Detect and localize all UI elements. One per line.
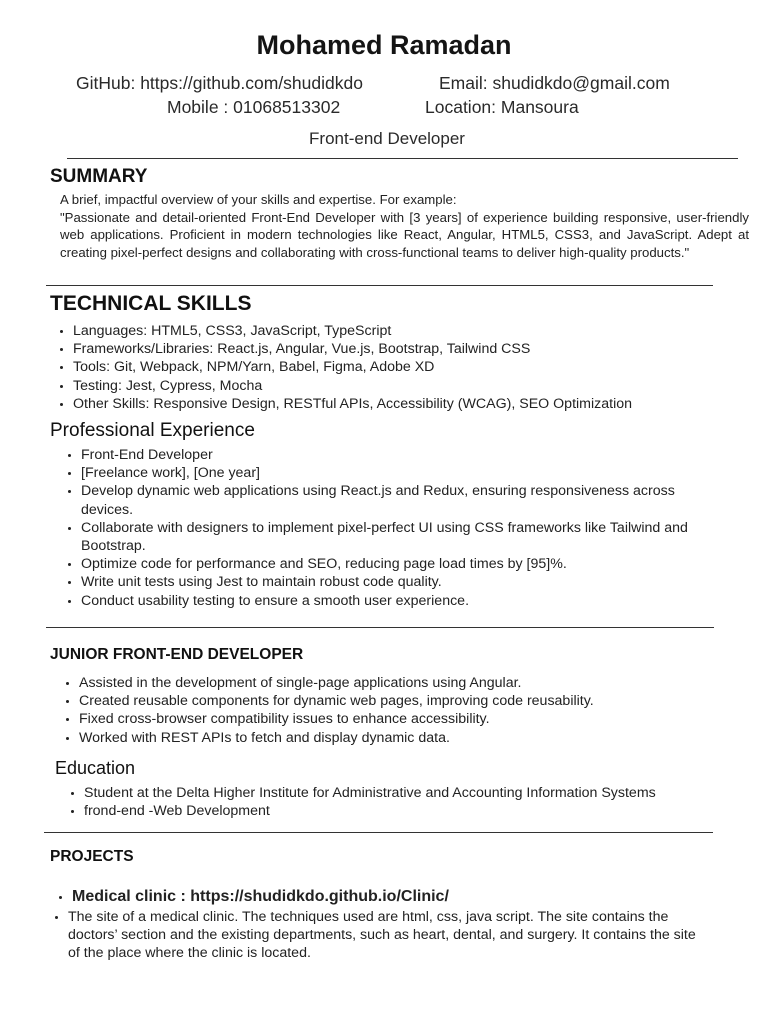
experience-item: • Write unit tests using Jest to maintain robust code quality. [81, 573, 691, 591]
junior-list [61, 674, 759, 747]
header-divider [67, 158, 738, 159]
project-title[interactable]: • Medical clinic : https://shudidkdo.github.io/Clinic/ [72, 887, 712, 907]
summary-text [60, 191, 749, 261]
experience-item: • Front-End Developer [81, 446, 691, 464]
skill-item: • Frameworks/Libraries: React.js, Angular, Vue.js, Bootstrap, Tailwind CSS [73, 340, 753, 358]
skill-item: • Testing: Jest, Cypress, Mocha [73, 377, 753, 395]
project-description-list [50, 908, 708, 963]
education-list [66, 784, 768, 820]
experience-list [63, 446, 691, 610]
junior-item: • Created reusable components for dynamic web pages, improving code reusability. [79, 692, 759, 710]
skill-item: • Other Skills: Responsive Design, RESTful APIs, Accessibility (WCAG), SEO Optimization [73, 395, 753, 413]
project-title-list [54, 887, 712, 907]
experience-heading: Professional Experience [50, 420, 255, 441]
junior-heading: JUNIOR FRONT-END DEVELOPER [50, 646, 304, 663]
location: Location: Mansoura [425, 97, 579, 117]
skill-item: • Languages: HTML5, CSS3, JavaScript, TypeScript [73, 322, 753, 340]
summary-divider [46, 285, 713, 286]
education-divider [44, 832, 713, 833]
education-item: • frond-end -Web Development [84, 802, 768, 820]
summary-intro: A brief, impactful overview of your skills and expertise. For example: [60, 192, 457, 207]
junior-item: • Assisted in the development of single-page applications using Angular. [79, 674, 759, 692]
project-description: • The site of a medical clinic. The techniques used are html, css, java script. The site contains the doctors’ section and the existing departments, such as heart, dental, and surgery. It contains the site of the place where the clinic is located. [68, 908, 708, 963]
experience-item: • Optimize code for performance and SEO, reducing page load times by [95]%. [81, 555, 691, 573]
experience-item: • Conduct usability testing to ensure a smooth user experience. [81, 592, 691, 610]
email-link[interactable]: Email: shudidkdo@gmail.com [439, 73, 670, 93]
skills-list [55, 322, 753, 413]
mobile-number: Mobile : 01068513302 [167, 97, 341, 117]
experience-item: • [Freelance work], [One year] [81, 464, 691, 482]
github-link[interactable]: GitHub: https://github.com/shudidkdo [76, 73, 363, 93]
candidate-name: Mohamed Ramadan [256, 30, 512, 60]
experience-item: • Develop dynamic web applications using React.js and Redux, ensuring responsiveness across devices. [81, 482, 691, 518]
projects-heading: PROJECTS [50, 848, 134, 865]
experience-item: • Collaborate with designers to implement pixel-perfect UI using CSS frameworks like Tailwind and Bootstrap. [81, 519, 691, 555]
junior-item: • Fixed cross-browser compatibility issues to enhance accessibility. [79, 710, 759, 728]
skill-item: • Tools: Git, Webpack, NPM/Yarn, Babel, Figma, Adobe XD [73, 358, 753, 376]
education-heading: Education [55, 758, 136, 778]
summary-body: "Passionate and detail-oriented Front-End Developer with [3 years] of experience building responsive, user-friendly web applications. Proficient in modern technologies like React, Angular, HTML5, CSS3, and JavaScript. Adept at creating pixel-perfect designs and collaborating with cross-functional teams to deliver high-quality products." [60, 209, 749, 260]
junior-item: • Worked with REST APIs to fetch and display dynamic data. [79, 729, 759, 747]
skills-heading: TECHNICAL SKILLS [50, 292, 252, 315]
experience-divider [46, 627, 714, 628]
education-item: • Student at the Delta Higher Institute for Administrative and Accounting Information Systems [84, 784, 768, 802]
job-title: Front-end Developer [309, 129, 465, 148]
summary-heading: SUMMARY [50, 166, 148, 187]
